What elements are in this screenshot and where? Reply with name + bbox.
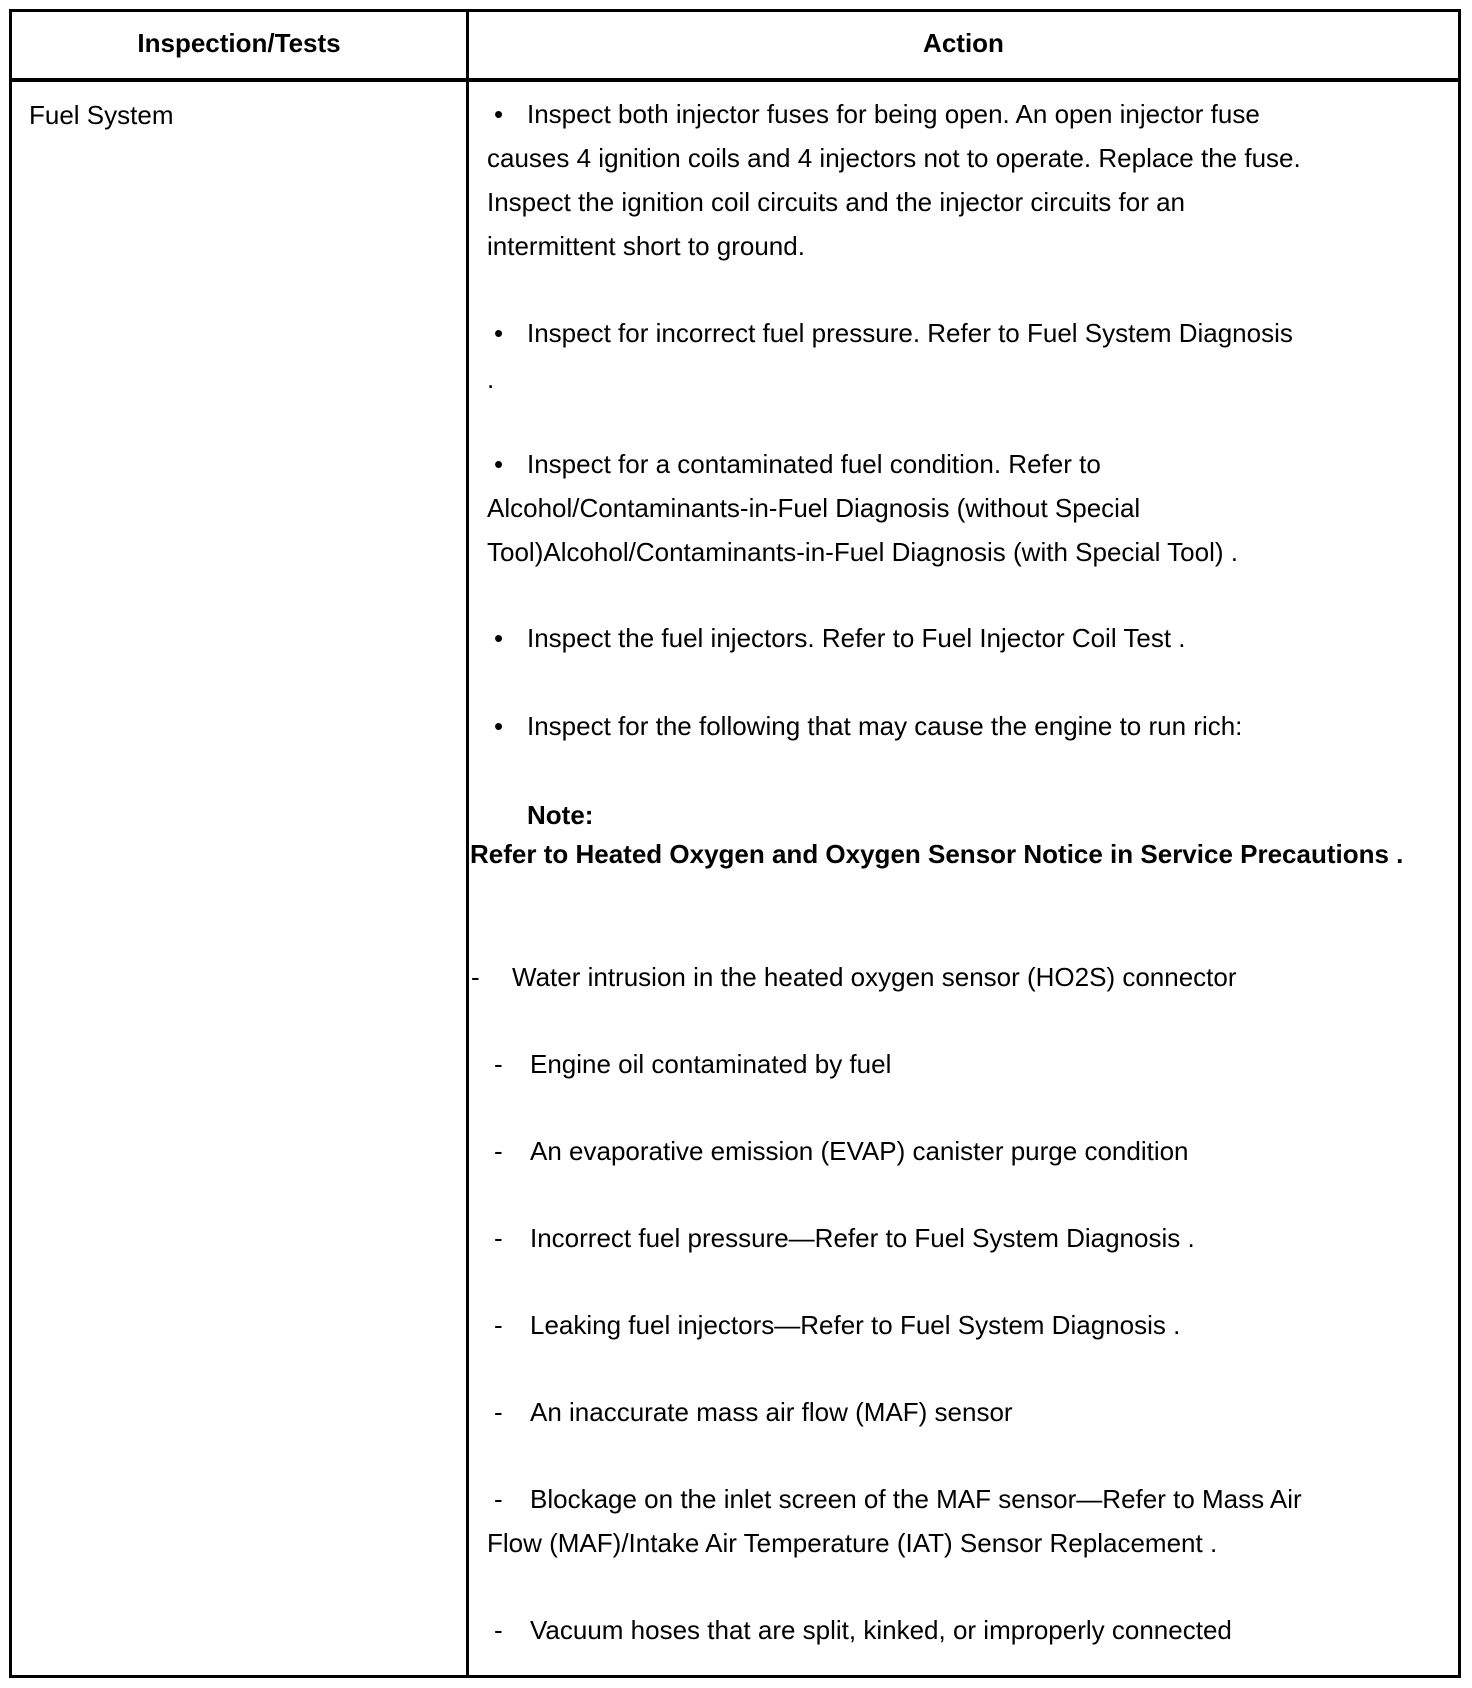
header-divider <box>12 78 1458 82</box>
dash-marker: - <box>494 1136 503 1166</box>
action-bullet-3-line-2: Alcohol/Contaminants-in-Fuel Diagnosis (without Special <box>487 493 1141 523</box>
action-bullet-3-line-3: Tool)Alcohol/Contaminants-in-Fuel Diagnosis (with Special Tool) . <box>487 537 1238 567</box>
dash-marker: - <box>494 1397 503 1427</box>
note-text: Refer to Heated Oxygen and Oxygen Sensor Notice in Service Precautions . <box>470 839 1404 869</box>
action-bullet-2-line-1: Inspect for incorrect fuel pressure. Refer to Fuel System Diagnosis <box>527 318 1293 348</box>
action-bullet-4: Inspect the fuel injectors. Refer to Fuel Injector Coil Test . <box>527 623 1186 653</box>
bullet-marker: • <box>494 623 504 653</box>
dash-marker: - <box>494 1049 503 1079</box>
action-bullet-1-line-3: Inspect the ignition coil circuits and the injector circuits for an <box>487 187 1186 217</box>
action-dash-7-line-2: Flow (MAF)/Intake Air Temperature (IAT) Sensor Replacement . <box>487 1528 1218 1558</box>
action-bullet-1-line-4: intermittent short to ground. <box>487 231 805 261</box>
column-divider <box>466 12 469 1675</box>
action-bullet-5: Inspect for the following that may cause the engine to run rich: <box>527 711 1243 741</box>
action-dash-1: Water intrusion in the heated oxygen sensor (HO2S) connector <box>512 962 1237 992</box>
header-action: Action <box>923 28 1004 58</box>
dash-marker: - <box>494 1615 503 1645</box>
dash-marker: - <box>494 1223 503 1253</box>
action-bullet-3-line-1: Inspect for a contaminated fuel condition. Refer to <box>527 449 1101 479</box>
dash-marker: - <box>471 962 480 992</box>
action-bullet-1-line-1: Inspect both injector fuses for being open. An open injector fuse <box>527 99 1260 129</box>
action-dash-5: Leaking fuel injectors—Refer to Fuel System Diagnosis . <box>530 1310 1181 1340</box>
action-dash-7-line-1: Blockage on the inlet screen of the MAF sensor—Refer to Mass Air <box>530 1484 1302 1514</box>
action-bullet-2-line-2: . <box>487 364 495 394</box>
inspection-cell-fuel-system: Fuel System <box>29 100 174 130</box>
note-label: Note: <box>527 800 594 830</box>
dash-marker: - <box>494 1310 503 1340</box>
action-dash-4: Incorrect fuel pressure—Refer to Fuel System Diagnosis . <box>530 1223 1195 1253</box>
action-dash-8: Vacuum hoses that are split, kinked, or improperly connected <box>530 1615 1232 1645</box>
bullet-marker: • <box>494 711 504 741</box>
bullet-marker: • <box>494 99 504 129</box>
inspection-table <box>9 9 1461 1678</box>
action-dash-3: An evaporative emission (EVAP) canister purge condition <box>530 1136 1189 1166</box>
dash-marker: - <box>494 1484 503 1514</box>
action-bullet-1-line-2: causes 4 ignition coils and 4 injectors not to operate. Replace the fuse. <box>487 143 1301 173</box>
header-inspection-tests: Inspection/Tests <box>137 28 341 58</box>
bullet-marker: • <box>494 449 504 479</box>
action-dash-2: Engine oil contaminated by fuel <box>530 1049 892 1079</box>
bullet-marker: • <box>494 318 504 348</box>
action-dash-6: An inaccurate mass air flow (MAF) sensor <box>530 1397 1013 1427</box>
